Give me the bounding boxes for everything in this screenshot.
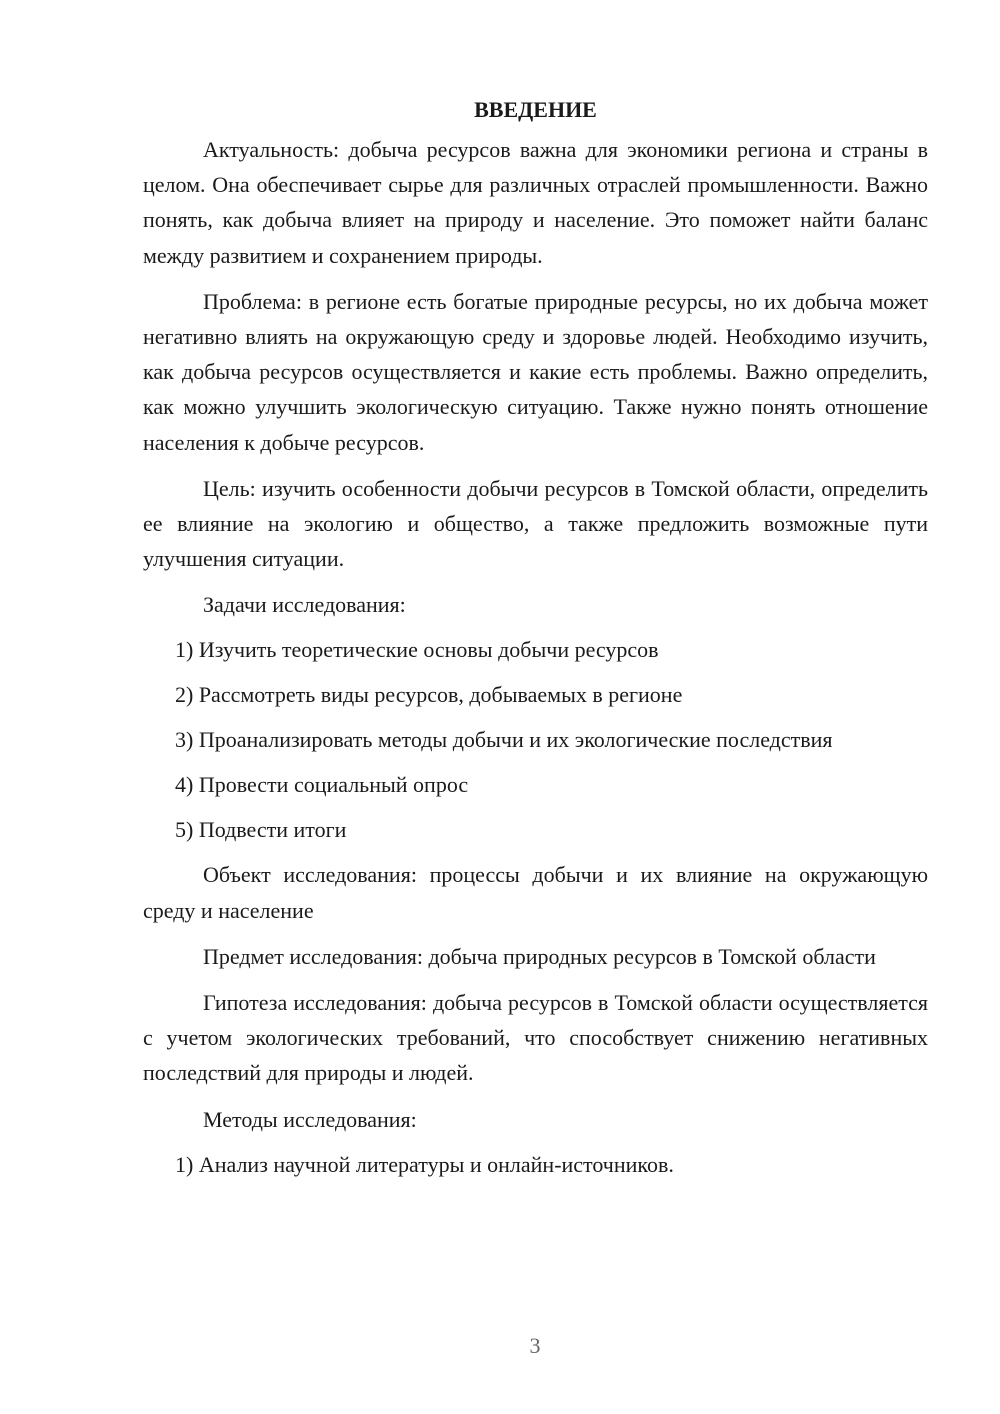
problem-paragraph: Проблема: в регионе есть богатые природные ресурсы, но их добыча может негативно влиять на окружающую среду и здоровье людей. Необходимо изучить, как добыча ресурсов осуществляется и какие есть проблемы. Важно определить, как можно улучшить экологическую ситуацию. Также нужно понять отношение населения к добыче ресурсов. <box>143 288 928 455</box>
list-item-task-3: 3) Проанализировать методы добычи и их экологические последствия <box>175 727 833 753</box>
list-item-task-4: 4) Провести социальный опрос <box>175 772 469 798</box>
list-item-task-1: 1) Изучить теоретические основы добычи ресурсов <box>175 637 659 663</box>
list-item-task-2: 2) Рассмотреть виды ресурсов, добываемых в регионе <box>175 682 683 708</box>
methods-list <box>143 1147 928 1182</box>
page-number: 3 <box>529 1333 541 1358</box>
goal-paragraph: Цель: изучить особенности добычи ресурсов в Томской области, определить ее влияние на экологию и общество, а также предложить возможные пути улучшения ситуации. <box>143 475 928 572</box>
hypothesis-paragraph: Гипотеза исследования: добыча ресурсов в Томской области осуществляется с учетом экологических требований, что способствует снижению негативных последствий для природы и людей. <box>143 990 928 1086</box>
object-paragraph: Объект исследования: процессы добычи и их влияние на окружающую среду и население <box>143 862 928 923</box>
page-title: ВВЕДЕНИЕ <box>474 97 597 122</box>
subject-paragraph: Предмет исследования: добыча природных ресурсов в Томской области <box>203 943 876 969</box>
list-item-method-1: 1) Анализ научной литературы и онлайн-источников. <box>175 1151 674 1177</box>
relevance-paragraph: Актуальность: добыча ресурсов важна для экономики региона и страны в целом. Она обеспечивает сырье для различных отраслей промышленности. Важно понять, как добыча влияет на природу и население. Это поможет найти баланс между развитием и сохранением природы. <box>143 137 928 268</box>
tasks-list <box>143 632 928 847</box>
list-item-task-5: 5) Подвести итоги <box>175 817 347 843</box>
tasks-heading: Задачи исследования: <box>203 592 406 618</box>
methods-heading: Методы исследования: <box>203 1106 417 1132</box>
document-page <box>143 92 928 1192</box>
